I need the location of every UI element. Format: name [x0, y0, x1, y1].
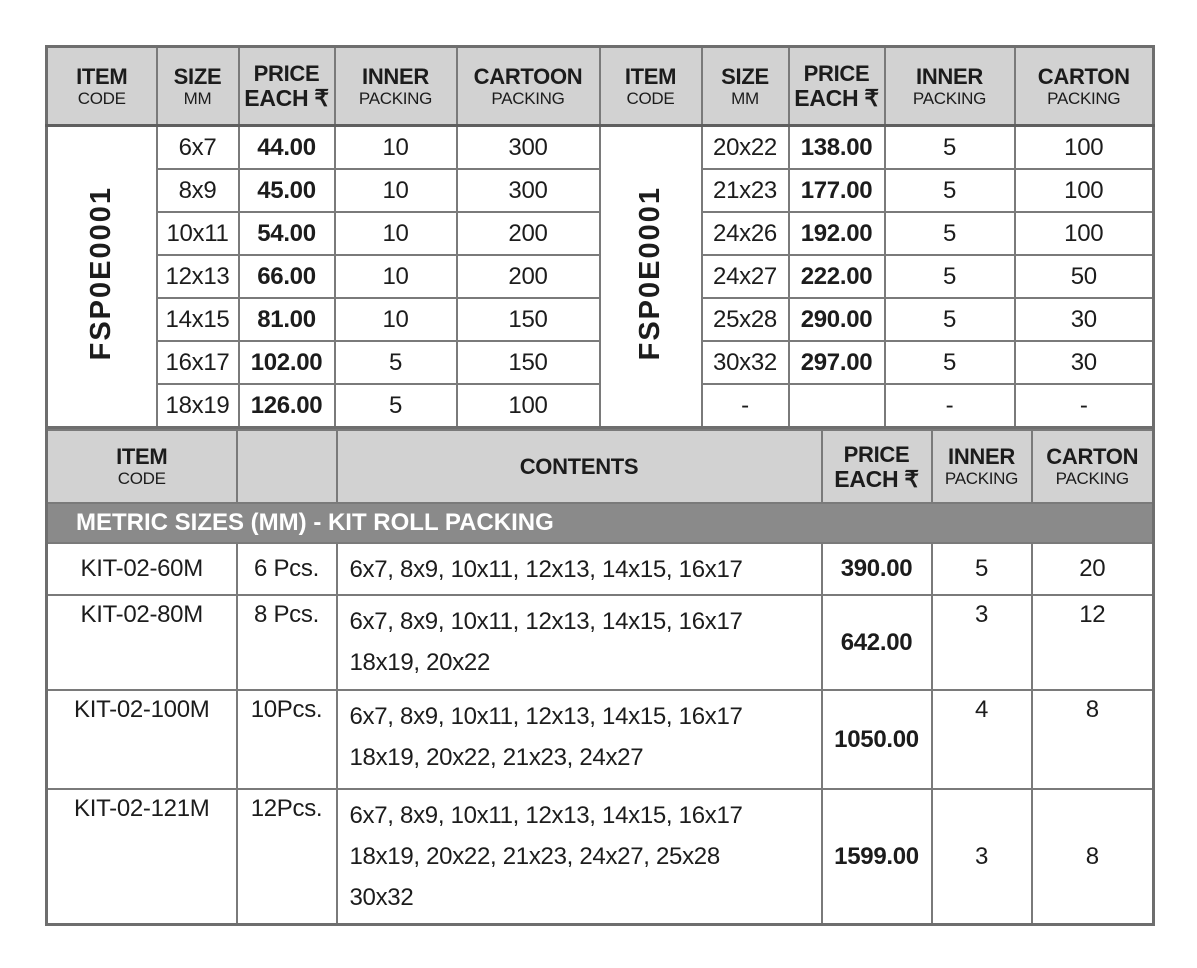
carton-packing-cell: 200 [457, 212, 600, 255]
inner-packing-cell: 5 [885, 212, 1015, 255]
kit-row [47, 543, 1154, 595]
price-cell: 192.00 [789, 212, 885, 255]
carton-packing-cell: 100 [1015, 212, 1154, 255]
carton-packing-cell: 300 [457, 169, 600, 212]
header-contents: CONTENTS [337, 430, 822, 503]
price-table-header-row [47, 47, 1154, 126]
inner-packing-cell: 5 [885, 298, 1015, 341]
price-cell: 138.00 [789, 126, 885, 170]
kit-inner-cell: 4 [932, 690, 1032, 789]
size-cell: 8x9 [157, 169, 239, 212]
carton-packing-cell: 30 [1015, 298, 1154, 341]
kit-carton-cell: 20 [1032, 543, 1154, 595]
inner-packing-cell: 5 [885, 255, 1015, 298]
header-size-right: SIZE MM [702, 47, 789, 126]
header-item-code-right: ITEM CODE [600, 47, 702, 126]
kit-inner-cell: 5 [932, 543, 1032, 595]
carton-packing-cell: - [1015, 384, 1154, 428]
kit-code-cell: KIT-02-80M [47, 595, 237, 690]
price-cell: 222.00 [789, 255, 885, 298]
price-cell: 81.00 [239, 298, 335, 341]
price-cell [789, 384, 885, 428]
inner-packing-cell: 5 [335, 384, 457, 428]
header-inner-left: INNER PACKING [335, 47, 457, 126]
carton-packing-cell: 100 [457, 384, 600, 428]
header-carton-left: CARTOON PACKING [457, 47, 600, 126]
size-cell: 25x28 [702, 298, 789, 341]
size-cell: 21x23 [702, 169, 789, 212]
kit-pcs-cell: 8 Pcs. [237, 595, 337, 690]
header-blank [237, 430, 337, 503]
kit-price-cell: 642.00 [822, 595, 932, 690]
carton-packing-cell: 150 [457, 341, 600, 384]
kit-contents-cell: 6x7, 8x9, 10x11, 12x13, 14x15, 16x17 [337, 543, 822, 595]
price-cell: 102.00 [239, 341, 335, 384]
header-price: PRICE EACH ₹ [822, 430, 932, 503]
kit-inner-cell: 3 [932, 789, 1032, 925]
header-carton-right: CARTON PACKING [1015, 47, 1154, 126]
kit-row [47, 789, 1154, 925]
kit-carton-cell: 8 [1032, 690, 1154, 789]
vertical-item-code-left: FSP0E0001 [47, 126, 157, 428]
kit-pcs-cell: 10Pcs. [237, 690, 337, 789]
inner-packing-cell: 5 [885, 341, 1015, 384]
section-band-title: METRIC SIZES (MM) - KIT ROLL PACKING [47, 503, 1154, 543]
carton-packing-cell: 200 [457, 255, 600, 298]
inner-packing-cell: 10 [335, 298, 457, 341]
price-cell: 45.00 [239, 169, 335, 212]
inner-packing-cell: 5 [335, 341, 457, 384]
kit-row [47, 690, 1154, 789]
size-cell: 16x17 [157, 341, 239, 384]
size-cell: 12x13 [157, 255, 239, 298]
carton-packing-cell: 30 [1015, 341, 1154, 384]
kit-code-cell: KIT-02-121M [47, 789, 237, 925]
carton-packing-cell: 150 [457, 298, 600, 341]
kit-code-cell: KIT-02-100M [47, 690, 237, 789]
inner-packing-cell: 5 [885, 169, 1015, 212]
kit-price-cell: 390.00 [822, 543, 932, 595]
vertical-item-code-right: FSP0E0001 [600, 126, 702, 428]
kit-inner-cell: 3 [932, 595, 1032, 690]
kit-table [45, 429, 1155, 926]
table-row [47, 126, 1154, 170]
price-list-sheet [45, 45, 1152, 926]
size-cell: 30x32 [702, 341, 789, 384]
header-price-right: PRICE EACH ₹ [789, 47, 885, 126]
section-band-row [47, 503, 1154, 543]
header-item-code: ITEM CODE [47, 430, 237, 503]
kit-row [47, 595, 1154, 690]
header-inner: INNER PACKING [932, 430, 1032, 503]
header-inner-right: INNER PACKING [885, 47, 1015, 126]
size-cell: 20x22 [702, 126, 789, 170]
kit-carton-cell: 12 [1032, 595, 1154, 690]
price-cell: 44.00 [239, 126, 335, 170]
price-cell: 290.00 [789, 298, 885, 341]
inner-packing-cell: - [885, 384, 1015, 428]
inner-packing-cell: 10 [335, 212, 457, 255]
inner-packing-cell: 10 [335, 169, 457, 212]
size-cell: 14x15 [157, 298, 239, 341]
carton-packing-cell: 300 [457, 126, 600, 170]
kit-price-cell: 1050.00 [822, 690, 932, 789]
size-cell: 6x7 [157, 126, 239, 170]
kit-contents-cell: 6x7, 8x9, 10x11, 12x13, 14x15, 16x17 18x19, 20x22, 21x23, 24x27 [337, 690, 822, 789]
kit-price-cell: 1599.00 [822, 789, 932, 925]
size-cell: 18x19 [157, 384, 239, 428]
kit-pcs-cell: 6 Pcs. [237, 543, 337, 595]
price-cell: 177.00 [789, 169, 885, 212]
size-cell: 10x11 [157, 212, 239, 255]
carton-packing-cell: 100 [1015, 126, 1154, 170]
price-cell: 66.00 [239, 255, 335, 298]
carton-packing-cell: 100 [1015, 169, 1154, 212]
inner-packing-cell: 10 [335, 255, 457, 298]
carton-packing-cell: 50 [1015, 255, 1154, 298]
header-price-left: PRICE EACH ₹ [239, 47, 335, 126]
inner-packing-cell: 10 [335, 126, 457, 170]
kit-carton-cell: 8 [1032, 789, 1154, 925]
kit-contents-cell: 6x7, 8x9, 10x11, 12x13, 14x15, 16x17 18x19, 20x22 [337, 595, 822, 690]
size-cell: 24x27 [702, 255, 789, 298]
kit-code-cell: KIT-02-60M [47, 543, 237, 595]
kit-table-header-row [47, 430, 1154, 503]
price-cell: 54.00 [239, 212, 335, 255]
header-carton: CARTON PACKING [1032, 430, 1154, 503]
price-cell: 297.00 [789, 341, 885, 384]
kit-pcs-cell: 12Pcs. [237, 789, 337, 925]
price-cell: 126.00 [239, 384, 335, 428]
inner-packing-cell: 5 [885, 126, 1015, 170]
price-table [45, 45, 1155, 429]
header-item-code-left: ITEM CODE [47, 47, 157, 126]
size-cell: 24x26 [702, 212, 789, 255]
kit-contents-cell: 6x7, 8x9, 10x11, 12x13, 14x15, 16x17 18x19, 20x22, 21x23, 24x27, 25x28 30x32 [337, 789, 822, 925]
size-cell: - [702, 384, 789, 428]
header-size-left: SIZE MM [157, 47, 239, 126]
